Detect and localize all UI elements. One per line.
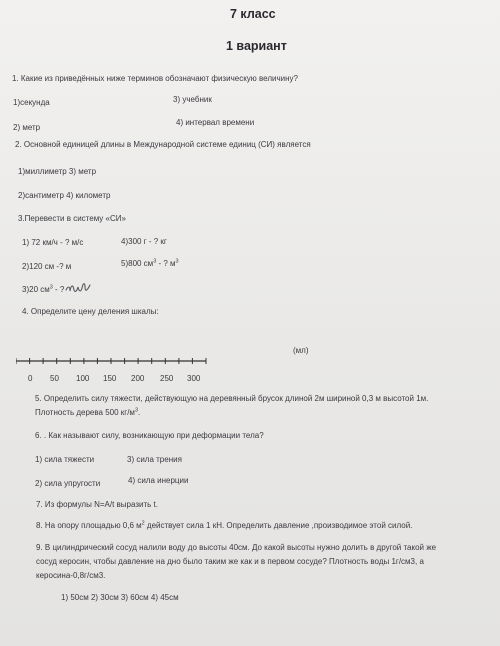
scale-label-250: 250 [160, 374, 174, 383]
variant-title: 1 вариант [226, 39, 287, 53]
scale-label-100: 100 [76, 374, 90, 383]
q6-answer-1: 1) сила тяжести [35, 455, 95, 464]
q5-line-1: 5. Определить силу тяжести, действующую на деревянный брусок длиной 2м шириной 0,3 м высотой 1м. [35, 394, 429, 403]
q6-answer-4: 4) сила инерции [128, 476, 189, 485]
q9-line-2: сосуд керосин, чтобы давление на дно было таким же как и в первом сосуде? Плотность воды 1г/см3, а [36, 557, 424, 566]
q3-item-2: 2)120 см -? м [22, 262, 72, 271]
q6-answer-3: 3) сила трения [127, 455, 182, 464]
q3-item-3: 3)20 $см^3$ - ? [22, 284, 65, 294]
scale-label-50: 50 [50, 374, 59, 383]
q2-text: 2. Основной единицей длины в Международной системе единиц (СИ) является [15, 140, 311, 149]
q3-item-5: 5)800 $см^3$ - ? $м^3$ [121, 258, 179, 268]
grade-title: 7 класс [230, 7, 276, 21]
q3-text: 3.Перевести в систему «СИ» [18, 214, 126, 223]
q1-answer-1: 1)секунда [13, 98, 50, 107]
q5-line-2: Плотность дерева 500 $кг/м^3$. [35, 407, 141, 417]
scale-label-150: 150 [103, 374, 117, 383]
scale-label-300: 300 [187, 374, 201, 383]
q1-answer-2: 2) метр [13, 123, 41, 132]
q9-answers: 1) 50см 2) 30см 3) 60см 4) 45см [61, 593, 179, 602]
scale-unit: (мл) [293, 346, 309, 355]
q9-line-3: керосина-0,8г/см3. [36, 571, 106, 580]
q6-text: 6. . Как называют силу, возникающую при деформации тела? [35, 431, 264, 440]
handwritten-scribble [65, 281, 91, 295]
scale-label-0: 0 [28, 374, 33, 383]
measurement-scale [16, 354, 216, 368]
q4-text: 4. Определите цену деления шкалы: [22, 307, 159, 316]
q2-options-b: 2)сантиметр 4) километр [18, 191, 111, 200]
q3-item-1: 1) 72 км/ч - ? м/с [22, 238, 84, 247]
q3-item-4: 4)300 г - ? кг [121, 237, 167, 246]
q6-answer-2: 2) сила упругости [35, 479, 101, 488]
q9-line-1: 9. В цилиндрический сосуд налили воду до высоты 40см. До какой высоты нужно долить в другой такой же [36, 543, 437, 552]
q8-text: 8. На опору площадью 0,6 $м^2$ действует сила 1 кН. Определить давление ,производимое этой силой. [36, 520, 413, 530]
q2-options-a: 1)миллиметр 3) метр [18, 167, 97, 176]
q1-answer-4: 4) интервал времени [176, 118, 255, 127]
q1-answer-3: 3) учебник [173, 95, 212, 104]
scale-label-200: 200 [131, 374, 145, 383]
q1-text: 1. Какие из приведённых ниже терминов обозначают физическую величину? [12, 74, 298, 83]
q7-text: 7. Из формулы N=A/t выразить t. [36, 500, 158, 509]
